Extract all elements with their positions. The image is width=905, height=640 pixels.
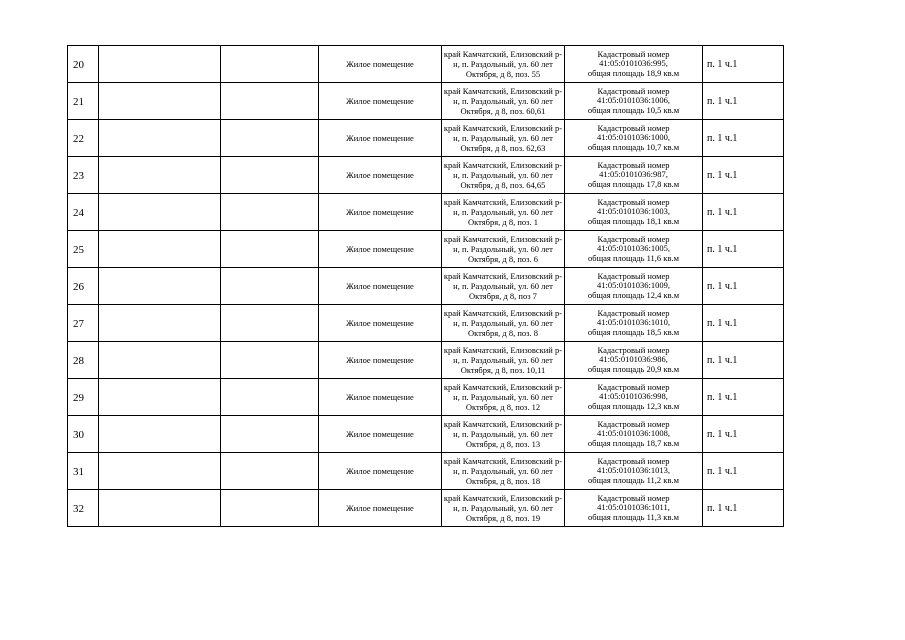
legal-basis-cell [703, 83, 784, 120]
row-number-cell [68, 416, 99, 453]
empty-cell [99, 268, 221, 305]
address: край Камчатский, Елизовский р-н, п. Раздольный, ул. 60 лет Октября, д 8, поз. 19 [443, 492, 563, 524]
row-number: 31 [73, 465, 84, 478]
row-number: 20 [73, 58, 84, 71]
row-number-cell [68, 268, 99, 305]
legal-basis-cell [703, 379, 784, 416]
empty-cell [221, 342, 319, 379]
cadastral-label: Кадастровый номер [597, 85, 670, 96]
row-number: 29 [73, 391, 84, 404]
legal-basis-cell [703, 490, 784, 527]
object-type: Жилое помещение [346, 503, 414, 513]
total-area: общая площадь 12,3 кв.м [587, 400, 680, 411]
legal-basis: п. 1 ч.1 [707, 207, 738, 218]
address-cell [442, 379, 565, 416]
row-number: 21 [73, 95, 84, 108]
row-number: 27 [73, 317, 84, 330]
empty-cell [99, 194, 221, 231]
legal-basis-cell [703, 305, 784, 342]
cadastral-number: 41:05:0101036:1011, [597, 502, 670, 513]
object-type-cell [319, 342, 442, 379]
cadastral-label: Кадастровый номер [597, 344, 670, 355]
legal-basis-cell [703, 268, 784, 305]
cadastral-number: 41:05:0101036:1000, [597, 132, 670, 143]
row-number: 25 [73, 243, 84, 256]
cadastral-number: 41:05:0101036:986, [599, 354, 668, 365]
object-type-cell [319, 490, 442, 527]
address: край Камчатский, Елизовский р-н, п. Раздольный, ул. 60 лет Октября, д 8, поз 7 [443, 270, 563, 302]
table-row [68, 231, 784, 268]
empty-cell [221, 83, 319, 120]
legal-basis: п. 1 ч.1 [707, 281, 738, 292]
cadastral-label: Кадастровый номер [597, 418, 670, 429]
table-row [68, 416, 784, 453]
object-type: Жилое помещение [346, 59, 414, 69]
total-area: общая площадь 18,7 кв.м [587, 437, 680, 448]
empty-cell [221, 379, 319, 416]
legal-basis-cell [703, 453, 784, 490]
legal-basis: п. 1 ч.1 [707, 355, 738, 366]
object-type: Жилое помещение [346, 170, 414, 180]
table-row [68, 490, 784, 527]
address-cell [442, 490, 565, 527]
legal-basis-cell [703, 46, 784, 83]
cadastral-number: 41:05:0101036:998, [599, 391, 668, 402]
cadastral-number: 41:05:0101036:1003, [597, 206, 670, 217]
object-type: Жилое помещение [346, 392, 414, 402]
object-type-cell [319, 268, 442, 305]
row-number-cell [68, 83, 99, 120]
cadastral-label: Кадастровый номер [597, 270, 670, 281]
registry-table-body [68, 46, 784, 527]
address: край Камчатский, Елизовский р-н, п. Раздольный, ул. 60 лет Октября, д 8, поз. 64,65 [443, 159, 563, 191]
total-area: общая площадь 18,5 кв.м [587, 326, 680, 337]
object-type-cell [319, 416, 442, 453]
address: край Камчатский, Елизовский р-н, п. Раздольный, ул. 60 лет Октября, д 8, поз. 6 [443, 233, 563, 265]
row-number-cell [68, 342, 99, 379]
legal-basis-cell [703, 231, 784, 268]
object-type: Жилое помещение [346, 281, 414, 291]
cadastral-number: 41:05:0101036:1008, [597, 428, 670, 439]
legal-basis: п. 1 ч.1 [707, 59, 738, 70]
cadastral-label: Кадастровый номер [597, 233, 670, 244]
cadastral-cell [565, 490, 703, 527]
cadastral-cell [565, 268, 703, 305]
row-number-cell [68, 46, 99, 83]
row-number: 24 [73, 206, 84, 219]
table-row [68, 46, 784, 83]
address-cell [442, 342, 565, 379]
empty-cell [221, 231, 319, 268]
empty-cell [99, 46, 221, 83]
object-type-cell [319, 379, 442, 416]
object-type-cell [319, 120, 442, 157]
legal-basis-cell [703, 157, 784, 194]
empty-cell [221, 453, 319, 490]
table-row [68, 342, 784, 379]
address-cell [442, 268, 565, 305]
row-number-cell [68, 157, 99, 194]
table-row [68, 453, 784, 490]
empty-cell [221, 157, 319, 194]
object-type-cell [319, 453, 442, 490]
total-area: общая площадь 11,3 кв.м [588, 511, 679, 522]
object-type: Жилое помещение [346, 318, 414, 328]
address-cell [442, 46, 565, 83]
legal-basis-cell [703, 194, 784, 231]
cadastral-number: 41:05:0101036:1005, [597, 243, 670, 254]
row-number: 26 [73, 280, 84, 293]
empty-cell [221, 194, 319, 231]
row-number: 30 [73, 428, 84, 441]
total-area: общая площадь 10,5 кв.м [587, 104, 680, 115]
cadastral-number: 41:05:0101036:1009, [597, 280, 670, 291]
cadastral-number: 41:05:0101036:995, [599, 58, 668, 69]
empty-cell [99, 305, 221, 342]
total-area: общая площадь 11,6 кв.м [588, 252, 679, 263]
address-cell [442, 231, 565, 268]
address: край Камчатский, Елизовский р-н, п. Раздольный, ул. 60 лет Октября, д 8, поз. 55 [443, 48, 563, 80]
address: край Камчатский, Елизовский р-н, п. Раздольный, ул. 60 лет Октября, д 8, поз. 12 [443, 381, 563, 413]
cadastral-number: 41:05:0101036:987, [599, 169, 668, 180]
cadastral-cell [565, 231, 703, 268]
registry-table [67, 45, 784, 527]
cadastral-cell [565, 416, 703, 453]
row-number-cell [68, 453, 99, 490]
object-type-cell [319, 305, 442, 342]
object-type: Жилое помещение [346, 207, 414, 217]
cadastral-label: Кадастровый номер [597, 48, 670, 59]
object-type: Жилое помещение [346, 429, 414, 439]
total-area: общая площадь 17,8 кв.м [587, 178, 680, 189]
address: край Камчатский, Елизовский р-н, п. Раздольный, ул. 60 лет Октября, д 8, поз. 8 [443, 307, 563, 339]
empty-cell [99, 157, 221, 194]
cadastral-cell [565, 157, 703, 194]
cadastral-label: Кадастровый номер [597, 381, 670, 392]
empty-cell [99, 83, 221, 120]
total-area: общая площадь 12,4 кв.м [587, 289, 680, 300]
cadastral-cell [565, 46, 703, 83]
legal-basis-cell [703, 416, 784, 453]
row-number: 22 [73, 132, 84, 145]
empty-cell [221, 305, 319, 342]
total-area: общая площадь 20,9 кв.м [587, 363, 680, 374]
object-type: Жилое помещение [346, 244, 414, 254]
address-cell [442, 305, 565, 342]
address-cell [442, 157, 565, 194]
legal-basis: п. 1 ч.1 [707, 96, 738, 107]
row-number: 28 [73, 354, 84, 367]
object-type: Жилое помещение [346, 133, 414, 143]
cadastral-label: Кадастровый номер [597, 307, 670, 318]
cadastral-number: 41:05:0101036:1013, [597, 465, 670, 476]
cadastral-label: Кадастровый номер [597, 455, 670, 466]
cadastral-cell [565, 453, 703, 490]
cadastral-label: Кадастровый номер [597, 159, 670, 170]
legal-basis: п. 1 ч.1 [707, 503, 738, 514]
total-area: общая площадь 11,2 кв.м [588, 474, 679, 485]
legal-basis: п. 1 ч.1 [707, 429, 738, 440]
empty-cell [221, 120, 319, 157]
legal-basis: п. 1 ч.1 [707, 466, 738, 477]
address: край Камчатский, Елизовский р-н, п. Раздольный, ул. 60 лет Октября, д 8, поз. 10,11 [443, 344, 563, 376]
cadastral-label: Кадастровый номер [597, 196, 670, 207]
empty-cell [221, 268, 319, 305]
table-row [68, 379, 784, 416]
table-row [68, 194, 784, 231]
legal-basis: п. 1 ч.1 [707, 133, 738, 144]
object-type: Жилое помещение [346, 355, 414, 365]
empty-cell [99, 231, 221, 268]
cadastral-label: Кадастровый номер [597, 122, 670, 133]
table-row [68, 305, 784, 342]
row-number: 23 [73, 169, 84, 182]
address: край Камчатский, Елизовский р-н, п. Раздольный, ул. 60 лет Октября, д 8, поз. 13 [443, 418, 563, 450]
total-area: общая площадь 10,7 кв.м [587, 141, 680, 152]
object-type-cell [319, 83, 442, 120]
cadastral-number: 41:05:0101036:1010, [597, 317, 670, 328]
object-type-cell [319, 46, 442, 83]
cadastral-number: 41:05:0101036:1006, [597, 95, 670, 106]
legal-basis: п. 1 ч.1 [707, 170, 738, 181]
empty-cell [99, 453, 221, 490]
legal-basis: п. 1 ч.1 [707, 392, 738, 403]
address: край Камчатский, Елизовский р-н, п. Раздольный, ул. 60 лет Октября, д 8, поз. 1 [443, 196, 563, 228]
cadastral-cell [565, 194, 703, 231]
row-number-cell [68, 379, 99, 416]
table-row [68, 120, 784, 157]
empty-cell [99, 342, 221, 379]
empty-cell [99, 416, 221, 453]
address: край Камчатский, Елизовский р-н, п. Раздольный, ул. 60 лет Октября, д 8, поз. 18 [443, 455, 563, 487]
total-area: общая площадь 18,1 кв.м [587, 215, 680, 226]
legal-basis-cell [703, 342, 784, 379]
address-cell [442, 120, 565, 157]
row-number: 32 [73, 502, 84, 515]
cadastral-cell [565, 305, 703, 342]
empty-cell [99, 379, 221, 416]
address: край Камчатский, Елизовский р-н, п. Раздольный, ул. 60 лет Октября, д 8, поз. 60,61 [443, 85, 563, 117]
row-number-cell [68, 231, 99, 268]
legal-basis-cell [703, 120, 784, 157]
legal-basis: п. 1 ч.1 [707, 318, 738, 329]
row-number-cell [68, 305, 99, 342]
empty-cell [99, 490, 221, 527]
object-type: Жилое помещение [346, 96, 414, 106]
address-cell [442, 416, 565, 453]
empty-cell [221, 46, 319, 83]
row-number-cell [68, 120, 99, 157]
object-type-cell [319, 231, 442, 268]
address-cell [442, 194, 565, 231]
cadastral-cell [565, 120, 703, 157]
table-row [68, 157, 784, 194]
cadastral-cell [565, 342, 703, 379]
total-area: общая площадь 18,9 кв.м [587, 67, 680, 78]
object-type-cell [319, 157, 442, 194]
empty-cell [221, 416, 319, 453]
address: край Камчатский, Елизовский р-н, п. Раздольный, ул. 60 лет Октября, д 8, поз. 62,63 [443, 122, 563, 154]
row-number-cell [68, 194, 99, 231]
cadastral-label: Кадастровый номер [597, 492, 670, 503]
address-cell [442, 83, 565, 120]
table-row [68, 268, 784, 305]
empty-cell [99, 120, 221, 157]
object-type-cell [319, 194, 442, 231]
row-number-cell [68, 490, 99, 527]
legal-basis: п. 1 ч.1 [707, 244, 738, 255]
address-cell [442, 453, 565, 490]
table-row [68, 83, 784, 120]
cadastral-cell [565, 83, 703, 120]
object-type: Жилое помещение [346, 466, 414, 476]
cadastral-cell [565, 379, 703, 416]
empty-cell [221, 490, 319, 527]
